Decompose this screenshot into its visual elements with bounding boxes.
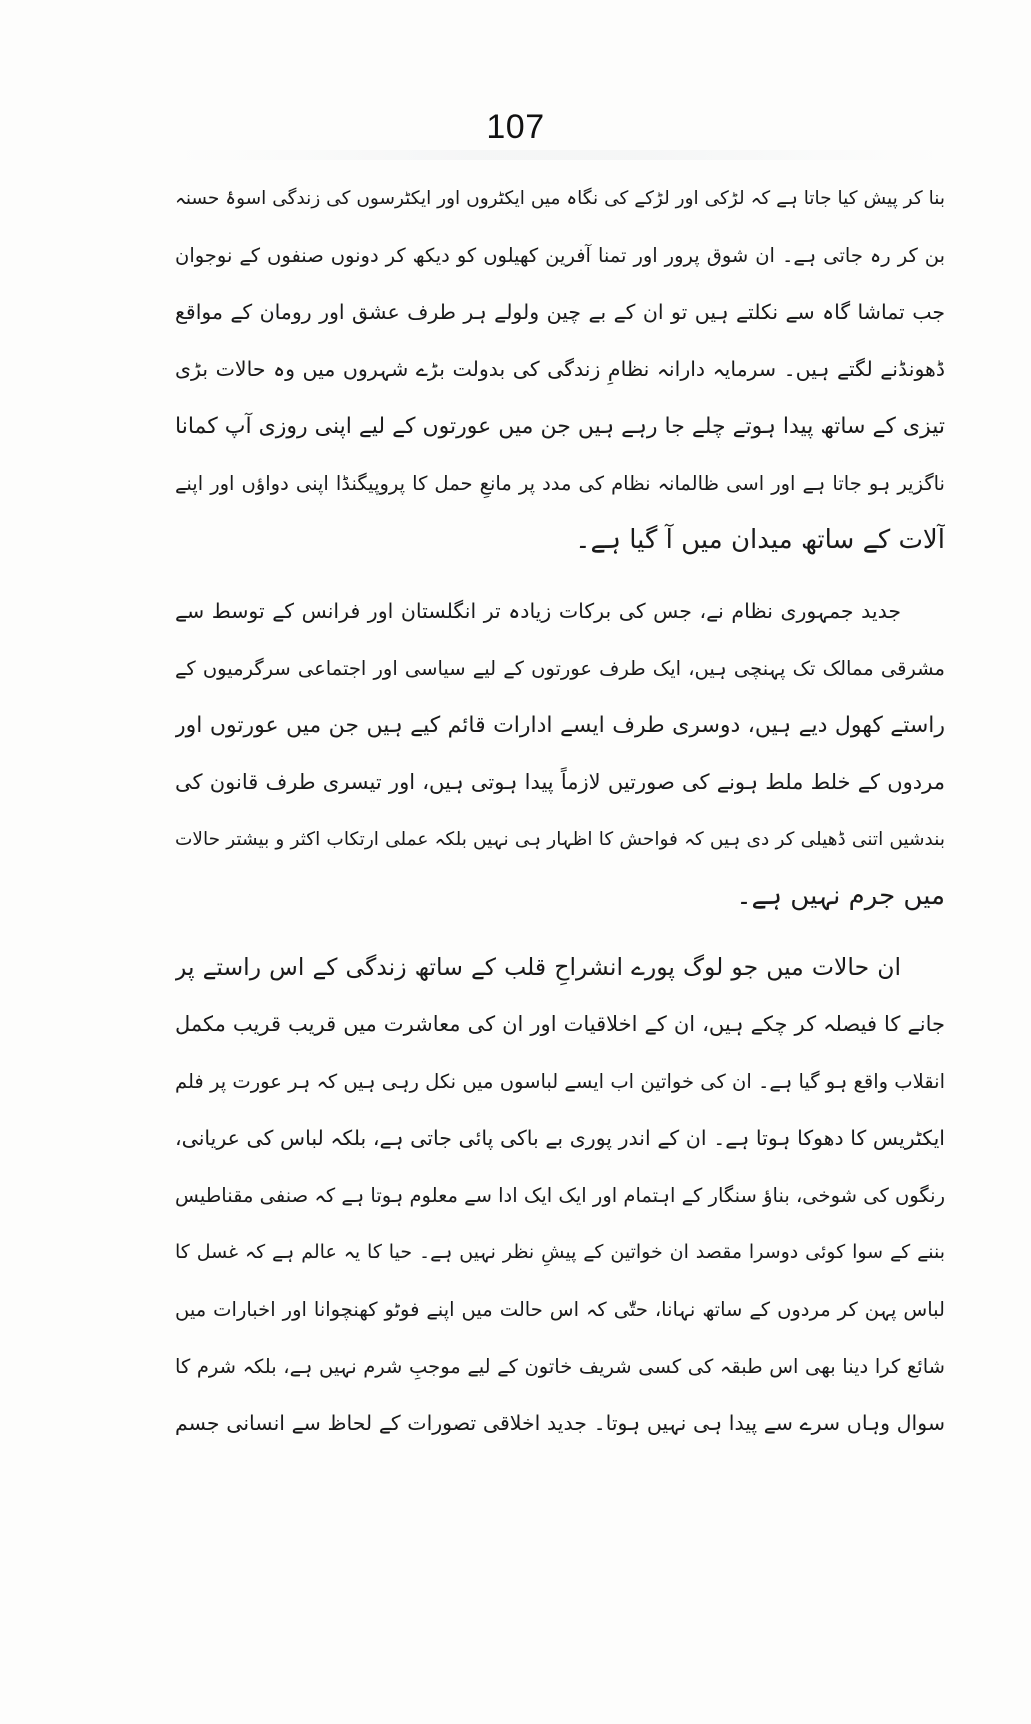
urdu-text-body — [175, 170, 945, 1452]
text-line: بن کر رہ جاتی ہے۔ ان شوق پرور اور تمنا آفرین کھیلوں کو دیکھ کر دونوں صنفوں کے نوجوان — [175, 244, 945, 267]
paragraph-3 — [175, 939, 945, 1452]
text-line: مشرقی ممالک تک پہنچی ہیں، ایک طرف عورتوں کے لیے سیاسی اور اجتماعی سرگرمیوں کے — [175, 657, 945, 680]
show-through-shadow — [175, 150, 945, 160]
text-line: تیزی کے ساتھ پیدا ہوتے چلے جا رہے ہیں جن میں عورتوں کے لیے اپنی روزی آپ کمانا — [175, 414, 945, 439]
text-line: جب تماشا گاہ سے نکلتے ہیں تو ان کے بے چین ولولے ہر طرف عشق اور رومان کے مواقع — [175, 300, 945, 324]
text-line: بندشیں اتنی ڈھیلی کر دی ہیں کہ فواحش کا اظہار ہی نہیں بلکہ عملی ارتکاب اکثر و بیشتر حالات — [175, 829, 945, 850]
text-line: راستے کھول دیے ہیں، دوسری طرف ایسے ادارات قائم کیے ہیں جن میں عورتوں اور — [175, 713, 945, 738]
text-line: شائع کرا دینا بھی اس طبقہ کی کسی شریف خاتون کے لیے موجبِ شرم نہیں ہے، بلکہ شرم کا — [175, 1355, 945, 1378]
text-line: ڈھونڈنے لگتے ہیں۔ سرمایہ دارانہ نظامِ زندگی کی بدولت بڑے شہروں میں وہ حالات بڑی — [175, 357, 945, 381]
text-line: ایکٹریس کا دھوکا ہوتا ہے۔ ان کے اندر پوری بے باکی پائی جاتی ہے، بلکہ لباس کی عریانی، — [175, 1126, 945, 1150]
text-line: آلات کے ساتھ میدان میں آ گیا ہے۔ — [575, 525, 945, 555]
paragraph-1 — [175, 170, 945, 569]
text-line: جانے کا فیصلہ کر چکے ہیں، ان کے اخلاقیات اور ان کی معاشرت میں قریب قریب مکمل — [175, 1012, 945, 1036]
text-line: بنا کر پیش کیا جاتا ہے کہ لڑکی اور لڑکے کی نگاہ میں ایکٹروں اور ایکٹرسوں کی زندگی اسوۂ حسنہ — [175, 188, 945, 209]
text-line: سوال وہاں سرے سے پیدا ہی نہیں ہوتا۔ جدید اخلاقی تصورات کے لحاظ سے انسانی جسم — [175, 1411, 945, 1435]
text-line: ان حالات میں جو لوگ پورے انشراحِ قلب کے ساتھ زندگی کے اس راستے پر — [175, 953, 901, 981]
text-line: لباس پہن کر مردوں کے ساتھ نہانا، حتّٰی کہ اس حالت میں اپنے فوٹو کھنچوانا اور اخبارات میں — [175, 1298, 945, 1321]
page-number: 107 — [486, 108, 545, 146]
text-line: انقلاب واقع ہو گیا ہے۔ ان کی خواتین اب ایسے لباسوں میں نکل رہی ہیں کہ ہر عورت پر فلم — [175, 1070, 945, 1093]
text-line: ناگزیر ہو جاتا ہے اور اسی ظالمانہ نظام کی مدد پر مانعِ حمل کا پروپیگنڈا اپنی دواؤں اور اپنے — [175, 472, 945, 495]
text-line: میں جرم نہیں ہے۔ — [736, 881, 945, 911]
text-line: جدید جمہوری نظام نے، جس کی برکات زیادہ تر انگلستان اور فرانس کے توسط سے — [175, 599, 901, 623]
text-line: مردوں کے خلط ملط ہونے کی صورتیں لازماً پیدا ہوتی ہیں، اور تیسری طرف قانون کی — [175, 770, 945, 794]
paragraph-2 — [175, 583, 945, 925]
text-line: رنگوں کی شوخی، بناؤ سنگار کے اہتمام اور ایک ایک ادا سے معلوم ہوتا ہے کہ صنفی مقناطیس — [175, 1184, 945, 1207]
text-line: بننے کے سوا کوئی دوسرا مقصد ان خواتین کے پیشِ نظر نہیں ہے۔ حیا کا یہ عالم ہے کہ غسل کا — [175, 1241, 945, 1263]
